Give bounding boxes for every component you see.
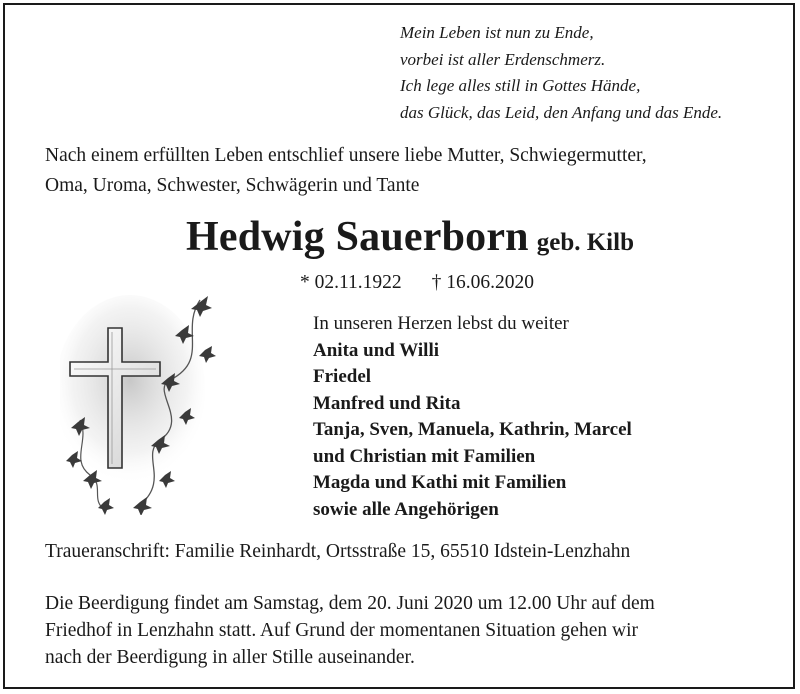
mourner-name: und Christian mit Familien (313, 445, 536, 467)
deceased-heading (186, 213, 634, 261)
funeral-line: Friedhof in Lenzhahn statt. Auf Grund der momentanen Situation gehen wir (45, 620, 638, 641)
mourner-name: Friedel (313, 366, 372, 387)
death-date: † 16.06.2020 (431, 272, 535, 293)
life-dates (300, 272, 534, 294)
maiden-name: geb. Kilb (536, 229, 634, 256)
poem (400, 20, 722, 126)
mourner-name: Magda und Kathi mit Familien (313, 472, 567, 493)
mourners-intro: In unseren Herzen lebst du weiter (313, 313, 569, 334)
mourners-list (313, 311, 632, 523)
intro-line: Oma, Uroma, Schwester, Schwägerin und Tante (45, 175, 420, 196)
poem-line: vorbei ist aller Erdenschmerz. (400, 49, 606, 69)
intro-text (45, 141, 647, 201)
intro-line: Nach einem erfüllten Leben entschlief unsere liebe Mutter, Schwiegermutter, (45, 145, 647, 166)
poem-line: Ich lege alles still in Gottes Hände, (400, 76, 641, 95)
cross-with-ivy-icon (60, 290, 220, 515)
mourner-name: Tanja, Sven, Manuela, Kathrin, Marcel (313, 419, 632, 440)
mourner-name: sowie alle Angehörigen (313, 498, 499, 520)
mourning-address: Traueranschrift: Familie Reinhardt, Ortsstraße 15, 65510 Idstein-Lenzhahn (45, 541, 631, 562)
mourner-name: Manfred und Rita (313, 392, 461, 414)
birth-date: * 02.11.1922 (300, 272, 402, 293)
funeral-line: nach der Beerdigung in aller Stille auseinander. (45, 647, 415, 668)
poem-line: Mein Leben ist nun zu Ende, (400, 23, 594, 42)
poem-line: das Glück, das Leid, den Anfang und das Ende. (400, 102, 723, 122)
funeral-info (45, 590, 655, 671)
mourner-name: Anita und Willi (313, 339, 440, 361)
deceased-name: Hedwig Sauerborn (186, 214, 529, 260)
funeral-line: Die Beerdigung findet am Samstag, dem 20. Juni 2020 um 12.00 Uhr auf dem (45, 593, 655, 614)
